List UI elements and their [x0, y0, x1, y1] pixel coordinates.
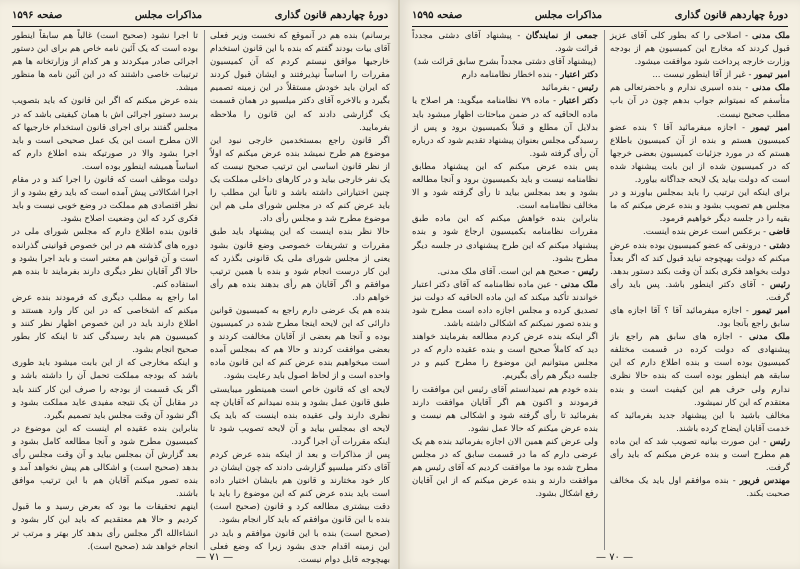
speaker-name: دکتر اعتبار [559, 96, 598, 107]
speaker-name: قاضی [768, 227, 790, 238]
paragraph [610, 436, 790, 475]
right-page-header [412, 6, 788, 24]
paragraph-text: قانون بنده اطلاع دارم که مجلس شورای ملی در دوره های گذشته هم در این خصوص قوانینی گذرانده است و آن قوانین هم معتبر است و باید اجرا بشود و حالا اگر آقایان نظر دیگری دارند بفرمایند تا بنده هم استفاده کنم. [12, 227, 198, 290]
paragraph-text: - پیشنهاد آقای دشتی مجدداً قرائت شود. [412, 31, 598, 55]
paragraph [412, 436, 598, 501]
paragraph [12, 95, 198, 174]
paragraph-text: (پیشنهاد آقای دشتی مجدداً بشرح سابق قرائت شد) [413, 57, 597, 68]
paragraph [610, 410, 790, 436]
left-page-label: صفحه ۱۵۹۶ [12, 9, 63, 21]
paragraph-text: اینهم تحقیقات ما بود که بعرض رسید و ما قبول کردیم و حالا هم معتقدیم که باید این کار بشود و انشاءالله اگر مجلس رأی بدهد کار بهتر و مرتب تر انجام خواهد شد (صحیح است). [12, 502, 198, 552]
paragraph [412, 279, 598, 331]
paragraph [610, 122, 790, 187]
paragraph [412, 82, 598, 95]
left-page-number: — ۷۱ — [196, 552, 234, 563]
right-column-divider [604, 30, 605, 550]
right-page-label: صفحه ۱۵۹۵ [412, 9, 463, 21]
left-session-title: مذاکرات مجلس [134, 9, 203, 21]
paragraph [610, 226, 790, 239]
paragraph-text: ولی عرض کنم همین الان اجازه بفرمائید بنده هم یک عرضی دارم که ما در قسمت سابق که در مجلس مطرح شده بود ما موافقت کردیم که آقای رئیس هم موافقت دارند و بنده عرض میکنم که از این آقایان رفع اشکال بشود. [412, 436, 598, 500]
left-column-divider [204, 30, 205, 550]
paragraph-text: برای اینکه این ترتیب را باید بمجلس بیاورند و در مجلس هم تصویب بشود و بنده عرض میکنم که ما بقیه را در جلسه دیگر خواهیم فرمود. [610, 188, 790, 225]
paragraph [12, 423, 198, 502]
paragraph-text: - اجازه های سابق هم راجع باز پیشنهادی که دولت کرده در قسمت مختلفه کمیسیون بوده است و بنده اطلاع دارم که این سابقه هم اینطور بوده است که بنده حالا نظری ندارم ولی حرف هم این کیفیت است و بنده معتقدم که این کار نمیشود. [610, 332, 790, 408]
paragraph [210, 449, 390, 528]
speaker-name: دشتی [769, 240, 790, 251]
speaker-name: جمعی از نمایندگان [525, 31, 598, 41]
paragraph [610, 82, 790, 121]
left-period-title: دورهٔ چهاردهم قانون گذاری [274, 9, 388, 21]
paragraph-text: - اجازه میفرمائید آقا ؟ بنده عضو کمیسیون هستم و بنده از آن کمیسیون باطلاع هستم که در مورد جزئیات کمیسیون بعضی خرجها که در کمیسیون شده از این بابت پیشنهاد شده است که دولت بیاید یک لایحه جداگانه بیاورد. [610, 122, 790, 186]
paragraph-text: - اجازه میفرمائید آقا ؟ آقا اجازه های سابق راجع بآنجا بود. [610, 305, 790, 330]
paragraph [210, 30, 390, 135]
speaker-name: رئیس [769, 436, 790, 447]
paragraph [210, 384, 390, 449]
paragraph-text: و اینکه مخارجی که از این بابت میشود باید طوری باشد که بودجه مملکت تحمل آن را داشته باشد و اگر یک قسمت از بودجه را صرف این کار کنند باید در مقابل آن یک نتیجه مفیدی عاید مملکت بشود و اگر نشود آن وقت مجلس باید تصمیم بگیرد. [12, 358, 198, 421]
paragraph [12, 292, 198, 357]
paragraph-text: اگر اینکه بنده عرض کردم مطالعه بفرمایند خواهند دید که کاملاً صحیح است و بنده عقیده دارم که در مجلس میتوانیم این موضوع را مطرح کنیم و در جلسه دیگر هم رأی بگیریم. [412, 332, 598, 382]
speaker-name: ملک مدنی [751, 31, 790, 41]
paragraph-text: - غیر از آقا اینطور نیست ... [652, 70, 755, 81]
paragraph [412, 384, 598, 436]
paragraph-text: بنده هم یک عرضی دارم راجع به کمیسیون قوانین دارائی که این لایحه اینجا مطرح شده در کمیسیون بوده و آنجا هم بعضی از آقایان مخالفت کردند و بعضی موافقت کردند و حالا هم که بمجلس آمده است میخواهیم بنده عرض کنم که این قانون ماده واحده است و از لحاظ اصول باید رعایت بشود. [210, 305, 390, 382]
paragraph-text: بنده خودم هم نمیدانستم آقای رئیس این موافقت را فرمودند و اکنون هم اگر آقایان موافقت دارند بفرمائید تا رأی گرفته شود و اشکالی هم نیست و بنده عرض میکنم که حالا عمل نشود. [412, 384, 598, 434]
paragraph-text: پس بنده عرض میکنم که این پیشنهاد مطابق نظامنامه نیست و باید بکمیسیون برود و آنجا مطالعه بشود و بعد بمجلس بیاید تا رأی گرفته شود و الا مخالف نظامنامه است. [412, 161, 598, 212]
paragraph-text: حالا نظر بنده اینست که این پیشنهاد باید طبق مقررات و تشریفات خصوصی وضع قانون بشود یعنی از مجلس شورای ملی یک قانونی بگذرد که این کار درست انجام شود و بنده با همین ترتیب موافقم و اگر آقایان هم رأی بدهند بنده هم رأی خواهم داد. [210, 227, 390, 303]
paragraph [12, 174, 198, 226]
left-page-header [12, 6, 388, 24]
paragraph [610, 475, 790, 501]
paragraph [12, 357, 198, 422]
paragraph-text: برسانم) بنده هم در آنموقع که نخست وزیر فعلی آقای بیات بودند گفتم که بنده با این قانون استخدام خارجیها موافق نیستم کردم که آن کمیسیون مقررات را اساساً نپذیرفتند و ایشان قبول کردند که ایران باید خودش مستقلاً در این زمینه تصمیم بگیرد و بالاخره آقای دکتر میلسپو در همان قسمت یک گزارشی دادند که این قانون را ملاحظه بفرمایید. [210, 31, 390, 133]
paragraph-text: - بفرمائید [541, 83, 578, 94]
right-session-title: مذاکرات مجلس [534, 9, 603, 21]
speaker-name: امیر تیمور [750, 122, 790, 133]
paragraph-text: اگر قانون راجع بمستخدمین خارجی نبود این موضوع هم طرح نمیشد بنده عرض میکنم که اولاً از نظر قانون اساسی این ترتیب صحیح نیست که یک نفر خارجی بیاید و در کارهای داخلی مملکت یک چنین اختیاراتی داشته باشد و ثانیاً این مطلب را باید عرض کنم که در مجلس شورای ملی هم این موضوع مطرح شد و مجلس رأی داد. [210, 135, 390, 225]
right-header-rule [412, 26, 788, 27]
paragraph [610, 279, 790, 305]
paragraph [12, 30, 198, 95]
paragraph [610, 187, 790, 226]
paragraph [12, 226, 198, 291]
paragraph [210, 528, 390, 567]
left-page-left-column [12, 30, 198, 550]
paragraph-text: لایحه ای که قانون خاص است همینطور میبایستی طبق قانون عمل بشود و بنده نمیدانم که آقایان چه نظری دارند ولی عقیده بنده اینست که باید یک لایحه ای بمجلس بیاید و آن لایحه تصویب شود تا اینکه مقررات آن اجرا گردد. [210, 384, 390, 447]
paragraph [412, 30, 598, 56]
paragraph [610, 240, 790, 279]
paragraph [210, 305, 390, 384]
paragraph-text: - بنده اخطار نظامنامه دارم [461, 70, 561, 81]
paragraph-text: پس از مذاکرات و بعد از اینکه بنده عرض کردم آقای دکتر میلسپو گزارشی دادند که چون ایشان در کار خود مختارند و قانون هم بایشان اختیار داده است باید بنده عرض کنم که این موضوع را باید با دقت بیشتری مطالعه کرد و قانون (صحیح است) بنده با این قانون موافقم که باید کار انجام بشود. [210, 450, 390, 526]
paragraph [610, 331, 790, 410]
paragraph [412, 95, 598, 160]
paragraph [12, 501, 198, 553]
paragraph-text: - اصلاحی را که بطور کلی آقای عزیز قبول کردند که مخارج این کمیسیون هم از بودجه وزارت خارجه پرداخت شود موافقت میشود. [610, 31, 790, 68]
paragraph-text: تا اجرا نشود (صحیح است) غالباً هم سابقاً اینطور بوده است که یک آئین نامه خاص هم برای این دستور اجرائی صادر میکردند و هر کدام از وزارتخانه ها هم ترتیبات خاصی داشتند که در این آئین نامه ها منظور میشد. [12, 31, 198, 94]
right-page-right-column [610, 30, 790, 550]
right-page-left-column [412, 30, 598, 550]
paragraph-text: - آقای دکتر اینطور باشد. پس باید رأی گرفت. [610, 279, 790, 303]
paragraph [412, 161, 598, 213]
paragraph-text: بنابراین بنده خواهش میکنم که این ماده طبق مقررات نظامنامه بکمیسیون ارجاع شود و بنده پیشنهاد میکنم که این طرح پیشنهادی در جلسه دیگر مطرح بشود. [412, 214, 598, 264]
speaker-name: دکتر اعتبار [560, 70, 598, 81]
paragraph [412, 331, 598, 383]
right-page [400, 0, 800, 569]
paragraph-text: - درونقی که عضو کمیسیون بوده بنده عرض میکنم که دولت بهیچوجه نباید قبول کند که اگر بعداً دولت بخواهد فکری بکند آن وقت بکند دستور بدهد. [610, 240, 790, 277]
paragraph [210, 226, 390, 305]
paragraph-text: اما راجع به مطلب دیگری که فرمودند بنده عرض میکنم که اشخاصی که در این کار وارد هستند و اطلاع دارند باید در این خصوص اظهار نظر کنند و کمیسیون هم باید رسیدگی کند تا اینکه کار بطور صحیح انجام بشود. [12, 292, 198, 356]
paragraph [412, 56, 598, 69]
speaker-name: ملک مدنی [560, 279, 598, 290]
paragraph-text: بنابراین بنده عقیده ام اینست که این موضوع در کمیسیون مطرح شود و آنجا مطالعه کامل بشود و بعد گزارش آن بمجلس بیاید و آن وقت مجلس رأی بدهد (صحیح است) و اشکالی هم پیش نخواهد آمد و بنده تصور میکنم آقایان هم با این ترتیب موافق باشند. [12, 423, 198, 500]
paragraph [610, 305, 790, 331]
speaker-name: امیر تیمور [754, 70, 790, 81]
right-period-title: دورهٔ چهاردهم قانون گذاری [674, 9, 788, 21]
speaker-name: رئیس [577, 83, 598, 94]
paragraph-text: - ماده ۷۹ نظامنامه میگوید: هر اصلاح یا ماده الحاقیه که در ضمن مباحثات اظهار میشود باید بدلایل آن مطلع و قبلاً بکمیسیون برود و پس از رسیدگی مجلس بعنوان پیشنهاد تقدیم شود که درباره آن رأی گرفته شود. [412, 96, 598, 159]
paragraph [610, 30, 790, 69]
right-page-number: — ۷۰ — [596, 552, 634, 563]
left-header-rule [12, 26, 388, 27]
paragraph [610, 69, 790, 82]
paragraph [412, 69, 598, 82]
speaker-name: امیر تیمور [752, 305, 790, 316]
paragraph-text: مخالف باشید با این پیشنهاد جدید بفرمائید که خدمت آقایان ایضاح کرده باشند. [610, 410, 790, 434]
paragraph-text: - بنده موافقم اول باید یک مخالف صحبت بکند. [610, 476, 790, 500]
paragraph-text: - صحیح هم این است. آقای ملک مدنی. [437, 266, 578, 277]
paragraph-text: - عین ماده نظامنامه که آقای دکتر اعتبار خواندند تأکید میکند که این ماده الحاقیه که دولت نیز تصدیق کرده و مجلس اجازه داده است مطرح شود و بنده تصور نمیکنم که اشکالی داشته باشد. [412, 279, 598, 330]
speaker-name: مهندس فریور [739, 476, 790, 487]
paragraph-text: - بنده اسیری ندارم و باحضرتعالی هم متأسفم که نمیتوانم جواب بدهم چون در آن باب مطلب صحیح نیست. [610, 83, 790, 120]
paragraph-text: - این صورت بیانیه تصویب شد که این ماده هم مطرح است و بنده عرض میکنم که باید رأی گرفت. [610, 436, 790, 474]
speaker-name: رئیس [577, 266, 598, 277]
paragraph-text: بنده عرض میکنم که اگر این قانون که باید بتصویب برسد دستور اجرائی اش با همان کیفیتی باشد که در مجلس گفتند برای اجرای قانون استخدام خارجیها که الان مطرح است این یک عمل صحیحی است و باید اجرا بشود والا در صورتیکه بنده اطلاع دارم که اساساً همیشه اینطور بوده است. [12, 96, 198, 172]
paragraph [210, 135, 390, 227]
paragraph-text: دولت موظف است که قانون را اجرا کند و در مقام اجرا اشکالاتی پیش آمده است که باید رفع بشود و از نظر اقتصادی هم مملکت در وضع خوبی نیست و باید فکری کرد که این وضعیت اصلاح بشود. [12, 175, 198, 225]
paragraph [412, 213, 598, 265]
speaker-name: رئیس [769, 279, 790, 290]
paragraph-text: (صحیح است) بنده با این قانون موافقم و باید در این زمینه اقدام جدی بشود زیرا که وضع فعلی بهیچوجه قابل دوام نیست. [210, 528, 390, 565]
speaker-name: ملک مدنی [752, 83, 790, 94]
paragraph-text: - برعکس است عرض بنده اینست. [643, 227, 769, 238]
speaker-name: ملک مدنی [749, 332, 790, 343]
paragraph [412, 266, 598, 279]
